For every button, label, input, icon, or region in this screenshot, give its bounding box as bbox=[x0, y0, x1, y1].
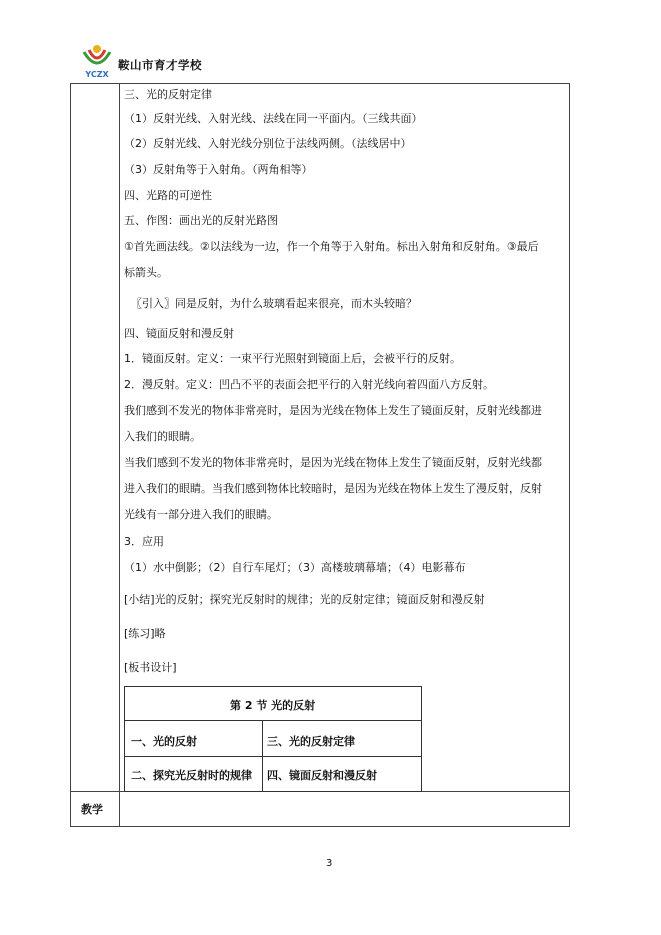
content-line: （1）反射光线、入射光线、法线在同一平面内。（三线共面） bbox=[124, 112, 423, 125]
page-header bbox=[74, 44, 594, 82]
content-line: （3）反射角等于入射角。（两角相等） bbox=[124, 163, 313, 176]
teaching-row-label: 教学 bbox=[81, 803, 103, 816]
content-line: 三、光的反射定律 bbox=[124, 88, 212, 101]
content-line: 〖引入〗同是反射，为什么玻璃看起来很亮，而木头较暗？ bbox=[131, 297, 417, 310]
board-cell: 二、探究光反射时的规律 bbox=[131, 769, 252, 782]
page-number: 3 bbox=[326, 858, 333, 869]
content-line: 五、作图：画出光的反射光路图 bbox=[124, 214, 278, 227]
board-cell: 三、光的反射定律 bbox=[267, 735, 355, 748]
school-logo-icon bbox=[80, 44, 114, 80]
table-column-divider bbox=[119, 83, 120, 827]
content-line: [板书设计] bbox=[124, 661, 177, 674]
content-line: 我们感到不发光的物体非常亮时，是因为光线在物体上发生了镜面反射，反射光线都进 bbox=[124, 404, 542, 417]
content-line: 1．镜面反射。定义：一束平行光照射到镜面上后，会被平行的反射。 bbox=[124, 352, 461, 365]
content-line: 2．漫反射。定义：凹凸不平的表面会把平行的入射光线向着四面八方反射。 bbox=[124, 378, 494, 391]
board-col-divider bbox=[262, 720, 263, 792]
content-line: ①首先画法线。②以法线为一边，作一个角等于入射角。标出入射角和反射角。③最后 bbox=[124, 240, 539, 253]
board-row-divider bbox=[124, 720, 422, 721]
content-line: 入我们的眼睛。 bbox=[124, 430, 201, 443]
board-title: 第 2 节 光的反射 bbox=[230, 699, 316, 712]
content-line: （2）反射光线、入射光线分别位于法线两侧。（法线居中） bbox=[124, 137, 412, 150]
content-line: 光线有一部分进入我们的眼睛。 bbox=[124, 508, 278, 521]
board-cell: 四、镜面反射和漫反射 bbox=[267, 769, 377, 782]
content-line: 标箭头。 bbox=[124, 266, 168, 279]
content-line: 四、镜面反射和漫反射 bbox=[124, 327, 234, 340]
content-line: （1）水中倒影；（2）自行车尾灯；（3）高楼玻璃幕墙；（4）电影幕布 bbox=[124, 561, 466, 574]
content-line: 当我们感到不发光的物体非常亮时，是因为光线在物体上发生了镜面反射，反射光线都 bbox=[124, 456, 542, 469]
board-cell: 一、光的反射 bbox=[131, 735, 197, 748]
content-line: [小结]光的反射；探究光反射时的规律；光的反射定律；镜面反射和漫反射 bbox=[124, 593, 485, 606]
content-line: 进入我们的眼睛。当我们感到物体比较暗时，是因为光线在物体上发生了漫反射，反射 bbox=[124, 482, 542, 495]
content-line: 四、光路的可逆性 bbox=[124, 189, 212, 202]
logo-text: YCZX bbox=[85, 70, 109, 79]
content-line: [练习]略 bbox=[124, 627, 166, 640]
board-row-divider bbox=[124, 756, 422, 757]
school-name: 鞍山市育才学校 bbox=[118, 58, 202, 72]
content-line: 3．应用 bbox=[124, 535, 164, 548]
